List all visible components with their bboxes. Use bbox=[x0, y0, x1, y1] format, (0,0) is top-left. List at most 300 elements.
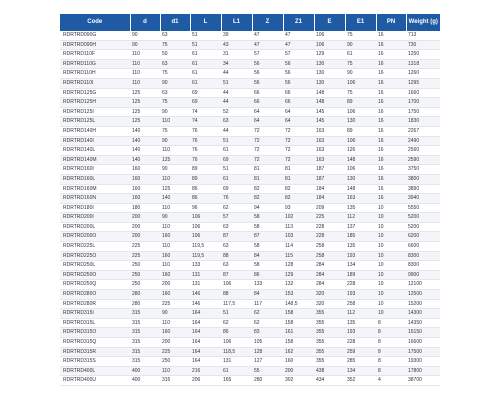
table-cell: 5200 bbox=[406, 222, 440, 232]
product-code-cell: RDRTRD315Q bbox=[60, 338, 130, 348]
table-cell: 2490 bbox=[406, 136, 440, 146]
table-cell: 115 bbox=[283, 251, 314, 261]
table-cell: 140 bbox=[130, 126, 160, 136]
table-cell: 82 bbox=[283, 194, 314, 204]
table-cell: 315 bbox=[130, 338, 160, 348]
table-cell: 2560 bbox=[406, 146, 440, 156]
table-cell: 61 bbox=[190, 59, 221, 69]
header-row bbox=[60, 14, 440, 31]
table-cell: 87 bbox=[252, 232, 283, 242]
table-cell: 62 bbox=[252, 318, 283, 328]
table-cell: 8 bbox=[376, 328, 406, 338]
table-cell: 44 bbox=[221, 69, 252, 79]
table-cell: 75 bbox=[160, 40, 190, 50]
table-cell: 51 bbox=[190, 31, 221, 40]
table-cell: 119,5 bbox=[190, 251, 221, 261]
table-cell: 148 bbox=[314, 88, 345, 98]
column-header: Code bbox=[60, 14, 130, 31]
table-cell: 1750 bbox=[406, 107, 440, 117]
product-code-cell: RDRTRD140I bbox=[60, 136, 130, 146]
table-cell: 130 bbox=[314, 69, 345, 79]
table-cell: 1260 bbox=[406, 69, 440, 79]
table-cell: 61 bbox=[190, 69, 221, 79]
table-cell: 75 bbox=[160, 126, 190, 136]
product-code-cell: RDRTRD110I bbox=[60, 78, 130, 88]
table-cell: 51 bbox=[221, 78, 252, 88]
product-code-cell: RDRTRD315S bbox=[60, 357, 130, 367]
table-cell: 66 bbox=[283, 98, 314, 108]
table-cell: 76 bbox=[190, 136, 221, 146]
table-cell: 90 bbox=[160, 136, 190, 146]
table-cell: 355 bbox=[314, 328, 345, 338]
table-cell: 3800 bbox=[406, 174, 440, 184]
table-cell: 250 bbox=[130, 261, 160, 271]
table-cell: 119,5 bbox=[190, 242, 221, 252]
table-cell: 16 bbox=[376, 69, 406, 79]
table-cell: 74 bbox=[190, 117, 221, 127]
table-cell: 84 bbox=[252, 290, 283, 300]
product-code-cell: RDRTRD110H bbox=[60, 69, 130, 79]
table-cell: 125 bbox=[160, 155, 190, 165]
table-cell: 146 bbox=[190, 299, 221, 309]
product-code-cell: RDRTRD400U bbox=[60, 376, 130, 386]
table-cell: 160 bbox=[160, 270, 190, 280]
table-cell: 72 bbox=[252, 155, 283, 165]
table-cell: 250 bbox=[130, 270, 160, 280]
table-cell: 320 bbox=[314, 299, 345, 309]
table-cell: 228 bbox=[345, 280, 376, 290]
product-code-cell: RDRTRD400L bbox=[60, 366, 130, 376]
table-cell: 280 bbox=[130, 290, 160, 300]
table-cell: 160 bbox=[160, 251, 190, 261]
table-cell: 193 bbox=[345, 328, 376, 338]
table-cell: 10 bbox=[376, 203, 406, 213]
column-header: Z1 bbox=[283, 14, 314, 31]
table-cell: 225 bbox=[160, 347, 190, 357]
table-cell: 61 bbox=[190, 78, 221, 88]
table-cell: 228 bbox=[314, 222, 345, 232]
table-cell: 163 bbox=[314, 146, 345, 156]
product-code-cell: RDRTRD140M bbox=[60, 155, 130, 165]
table-cell: 10 bbox=[376, 290, 406, 300]
table-cell: 93 bbox=[283, 203, 314, 213]
table-cell: 72 bbox=[252, 136, 283, 146]
table-cell: 16 bbox=[376, 165, 406, 175]
table-cell: 61 bbox=[345, 50, 376, 60]
table-cell: 106 bbox=[221, 338, 252, 348]
product-code-cell: RDRTRD125H bbox=[60, 98, 130, 108]
product-code-cell: RDRTRD200L bbox=[60, 222, 130, 232]
product-code-cell: RDRTRD225O bbox=[60, 251, 130, 261]
table-cell: 63 bbox=[160, 88, 190, 98]
table-cell: 315 bbox=[130, 328, 160, 338]
column-header: d bbox=[130, 14, 160, 31]
table-cell: 1660 bbox=[406, 88, 440, 98]
table-cell: 131 bbox=[190, 280, 221, 290]
product-code-cell: RDRTRD315O bbox=[60, 328, 130, 338]
table-cell: 125 bbox=[130, 117, 160, 127]
table-cell: 285 bbox=[345, 357, 376, 367]
table-cell: 56 bbox=[252, 59, 283, 69]
table-cell: 110 bbox=[160, 146, 190, 156]
table-cell: 134 bbox=[345, 366, 376, 376]
table-cell: 75 bbox=[160, 98, 190, 108]
table-cell: 10 bbox=[376, 242, 406, 252]
table-cell: 10 bbox=[376, 261, 406, 271]
table-cell: 189 bbox=[345, 270, 376, 280]
table-cell: 10 bbox=[376, 299, 406, 309]
table-cell: 16 bbox=[376, 155, 406, 165]
table-cell: 64 bbox=[283, 117, 314, 127]
table-cell: 165 bbox=[221, 376, 252, 386]
column-header: Weight (g) bbox=[406, 14, 440, 31]
table-cell: 58 bbox=[252, 261, 283, 271]
table-cell: 51 bbox=[190, 40, 221, 50]
product-code-cell: RDRTRD315R bbox=[60, 347, 130, 357]
table-cell: 200 bbox=[283, 366, 314, 376]
table-cell: 72 bbox=[283, 126, 314, 136]
table-cell: 160 bbox=[283, 357, 314, 367]
table-cell: 125 bbox=[130, 98, 160, 108]
table-cell: 200 bbox=[130, 222, 160, 232]
table-cell: 352 bbox=[345, 376, 376, 386]
table-cell: 160 bbox=[160, 232, 190, 242]
table-cell: 114 bbox=[283, 242, 314, 252]
table-cell: 1295 bbox=[406, 78, 440, 88]
table-cell: 12100 bbox=[406, 280, 440, 290]
table-cell: 51 bbox=[221, 136, 252, 146]
table-cell: 129 bbox=[283, 270, 314, 280]
table-cell: 164 bbox=[190, 357, 221, 367]
table-cell: 72 bbox=[283, 136, 314, 146]
table-cell: 17500 bbox=[406, 347, 440, 357]
table-cell: 2590 bbox=[406, 155, 440, 165]
table-cell: 39 bbox=[221, 31, 252, 40]
table-cell: 63 bbox=[221, 261, 252, 271]
table-cell: 113 bbox=[283, 222, 314, 232]
table-cell: 102 bbox=[283, 213, 314, 223]
table-cell: 132 bbox=[283, 280, 314, 290]
table-row bbox=[60, 174, 440, 184]
table-cell: 200 bbox=[160, 338, 190, 348]
table-cell: 148,5 bbox=[283, 299, 314, 309]
table-cell: 44 bbox=[221, 126, 252, 136]
table-cell: 10 bbox=[376, 309, 406, 319]
table-cell: 6200 bbox=[406, 232, 440, 242]
table-cell: 185 bbox=[345, 232, 376, 242]
table-cell: 10 bbox=[376, 213, 406, 223]
table-cell: 76 bbox=[190, 155, 221, 165]
table-cell: 355 bbox=[314, 347, 345, 357]
table-row bbox=[60, 328, 440, 338]
table-cell: 145 bbox=[314, 117, 345, 127]
table-row bbox=[60, 40, 440, 50]
table-cell: 10 bbox=[376, 251, 406, 261]
table-cell: 63 bbox=[221, 242, 252, 252]
column-header: Z bbox=[252, 14, 283, 31]
table-cell: 110 bbox=[160, 318, 190, 328]
table-cell: 69 bbox=[190, 98, 221, 108]
table-cell: 164 bbox=[190, 347, 221, 357]
table-cell: 10 bbox=[376, 222, 406, 232]
table-cell: 1700 bbox=[406, 98, 440, 108]
table-cell: 315 bbox=[130, 347, 160, 357]
table-cell: 225 bbox=[314, 213, 345, 223]
table-cell: 130 bbox=[314, 59, 345, 69]
product-code-cell: RDRTRD315L bbox=[60, 318, 130, 328]
table-cell: 89 bbox=[345, 126, 376, 136]
table-row bbox=[60, 50, 440, 60]
table-cell: 133 bbox=[252, 280, 283, 290]
table-cell: 90 bbox=[130, 40, 160, 50]
table-cell: 158 bbox=[283, 318, 314, 328]
table-cell: 163 bbox=[345, 194, 376, 204]
table-cell: 38700 bbox=[406, 376, 440, 386]
table-cell: 63 bbox=[221, 222, 252, 232]
table-cell: 90 bbox=[160, 165, 190, 175]
table-cell: 47 bbox=[252, 31, 283, 40]
table-cell: 110 bbox=[160, 117, 190, 127]
table-cell: 106 bbox=[314, 31, 345, 40]
table-cell: 16 bbox=[376, 88, 406, 98]
table-cell: 110 bbox=[160, 366, 190, 376]
table-cell: 148 bbox=[314, 98, 345, 108]
table-cell: 130 bbox=[345, 174, 376, 184]
table-row bbox=[60, 251, 440, 261]
table-cell: 131 bbox=[190, 270, 221, 280]
table-cell: 164 bbox=[190, 328, 221, 338]
table-cell: 12500 bbox=[406, 290, 440, 300]
table-cell: 16 bbox=[376, 117, 406, 127]
table-row bbox=[60, 69, 440, 79]
table-cell: 106 bbox=[314, 40, 345, 50]
table-cell: 106 bbox=[345, 107, 376, 117]
product-code-cell: RDRTRD090G bbox=[60, 31, 130, 40]
table-row bbox=[60, 366, 440, 376]
table-cell: 34 bbox=[221, 59, 252, 69]
table-cell: 61 bbox=[221, 146, 252, 156]
table-cell: 713 bbox=[406, 31, 440, 40]
table-cell: 146 bbox=[190, 290, 221, 300]
table-cell: 355 bbox=[314, 338, 345, 348]
table-cell: 112 bbox=[345, 213, 376, 223]
product-code-cell: RDRTRD250L bbox=[60, 261, 130, 271]
table-cell: 112 bbox=[345, 309, 376, 319]
table-cell: 16 bbox=[376, 31, 406, 40]
table-cell: 58 bbox=[252, 213, 283, 223]
table-cell: 82 bbox=[252, 194, 283, 204]
table-row bbox=[60, 376, 440, 386]
table-cell: 86 bbox=[252, 270, 283, 280]
table-row bbox=[60, 261, 440, 271]
table-cell: 75 bbox=[345, 59, 376, 69]
table-cell: 10 bbox=[376, 232, 406, 242]
table-cell: 62 bbox=[221, 203, 252, 213]
table-row bbox=[60, 31, 440, 40]
table-cell: 355 bbox=[314, 318, 345, 328]
table-row bbox=[60, 357, 440, 367]
table-row bbox=[60, 309, 440, 319]
table-cell: 76 bbox=[190, 126, 221, 136]
table-cell: 106 bbox=[190, 213, 221, 223]
table-cell: 160 bbox=[160, 328, 190, 338]
table-row bbox=[60, 146, 440, 156]
table-cell: 16 bbox=[376, 146, 406, 156]
table-cell: 43 bbox=[221, 40, 252, 50]
table-cell: 140 bbox=[130, 146, 160, 156]
table-cell: 3940 bbox=[406, 194, 440, 204]
table-cell: 72 bbox=[283, 146, 314, 156]
table-cell: 225 bbox=[160, 299, 190, 309]
table-cell: 140 bbox=[130, 136, 160, 146]
table-cell: 63 bbox=[160, 59, 190, 69]
table-cell: 209 bbox=[314, 203, 345, 213]
table-cell: 117 bbox=[252, 299, 283, 309]
table-cell: 206 bbox=[190, 376, 221, 386]
table-cell: 4 bbox=[376, 376, 406, 386]
table-cell: 47 bbox=[283, 31, 314, 40]
table-cell: 110 bbox=[160, 261, 190, 271]
table-cell: 81 bbox=[252, 174, 283, 184]
table-cell: 16 bbox=[376, 184, 406, 194]
table-row bbox=[60, 280, 440, 290]
table-cell: 5200 bbox=[406, 213, 440, 223]
table-cell: 72 bbox=[252, 146, 283, 156]
table-cell: 160 bbox=[130, 184, 160, 194]
table-row bbox=[60, 184, 440, 194]
product-code-cell: RDRTRD225L bbox=[60, 242, 130, 252]
table-cell: 160 bbox=[130, 165, 160, 175]
table-cell: 14300 bbox=[406, 309, 440, 319]
product-code-cell: RDRTRD180I bbox=[60, 203, 130, 213]
table-row bbox=[60, 290, 440, 300]
table-cell: 90 bbox=[160, 78, 190, 88]
table-cell: 50 bbox=[160, 50, 190, 60]
column-header: E bbox=[314, 14, 345, 31]
table-cell: 158 bbox=[283, 338, 314, 348]
product-code-cell: RDRTRD125L bbox=[60, 117, 130, 127]
table-cell: 164 bbox=[190, 318, 221, 328]
table-cell: 56 bbox=[252, 78, 283, 88]
table-cell: 86 bbox=[190, 194, 221, 204]
table-cell: 72 bbox=[252, 126, 283, 136]
table-cell: 228 bbox=[345, 338, 376, 348]
table-cell: 110 bbox=[130, 59, 160, 69]
table-cell: 58 bbox=[252, 222, 283, 232]
table-cell: 64 bbox=[252, 117, 283, 127]
table-cell: 130 bbox=[314, 78, 345, 88]
product-code-cell: RDRTRD110F bbox=[60, 50, 130, 60]
table-cell: 94 bbox=[252, 203, 283, 213]
table-cell: 400 bbox=[130, 366, 160, 376]
table-cell: 5550 bbox=[406, 203, 440, 213]
table-cell: 16 bbox=[376, 98, 406, 108]
table-cell: 56 bbox=[252, 69, 283, 79]
product-code-cell: RDRTRD160L bbox=[60, 174, 130, 184]
table-cell: 130 bbox=[345, 117, 376, 127]
table-cell: 434 bbox=[314, 376, 345, 386]
table-cell: 86 bbox=[190, 184, 221, 194]
spec-table-container bbox=[60, 14, 440, 386]
product-code-cell: RDRTRD160N bbox=[60, 194, 130, 204]
table-cell: 72 bbox=[283, 155, 314, 165]
table-cell: 86 bbox=[221, 328, 252, 338]
table-cell: 69 bbox=[221, 155, 252, 165]
table-cell: 110 bbox=[160, 242, 190, 252]
table-row bbox=[60, 59, 440, 69]
table-cell: 66 bbox=[252, 98, 283, 108]
table-cell: 84 bbox=[252, 251, 283, 261]
table-cell: 89 bbox=[190, 165, 221, 175]
table-cell: 81 bbox=[283, 165, 314, 175]
table-cell: 58 bbox=[252, 242, 283, 252]
table-cell: 216 bbox=[190, 366, 221, 376]
table-cell: 184 bbox=[314, 194, 345, 204]
table-cell: 16 bbox=[376, 174, 406, 184]
table-cell: 8 bbox=[376, 366, 406, 376]
table-cell: 66 bbox=[252, 88, 283, 98]
table-cell: 110 bbox=[130, 78, 160, 88]
table-cell: 730 bbox=[406, 40, 440, 50]
table-cell: 75 bbox=[160, 69, 190, 79]
product-code-cell: RDRTRD200I bbox=[60, 213, 130, 223]
table-cell: 16 bbox=[376, 136, 406, 146]
column-header: PN bbox=[376, 14, 406, 31]
product-code-cell: RDRTRD250O bbox=[60, 270, 130, 280]
table-cell: 164 bbox=[190, 338, 221, 348]
table-cell: 61 bbox=[190, 50, 221, 60]
table-cell: 88 bbox=[221, 251, 252, 261]
table-cell: 187 bbox=[314, 165, 345, 175]
table-cell: 16 bbox=[376, 107, 406, 117]
table-row bbox=[60, 232, 440, 242]
table-cell: 117,5 bbox=[221, 299, 252, 309]
table-cell: 163 bbox=[314, 155, 345, 165]
table-row bbox=[60, 203, 440, 213]
table-cell: 90 bbox=[160, 213, 190, 223]
table-cell: 148 bbox=[345, 184, 376, 194]
table-row bbox=[60, 270, 440, 280]
table-body bbox=[60, 31, 440, 385]
table-cell: 160 bbox=[160, 290, 190, 300]
table-cell: 82 bbox=[283, 184, 314, 194]
table-row bbox=[60, 222, 440, 232]
table-cell: 44 bbox=[221, 98, 252, 108]
table-cell: 320 bbox=[314, 290, 345, 300]
table-cell: 128 bbox=[252, 347, 283, 357]
table-cell: 140 bbox=[160, 194, 190, 204]
table-cell: 135 bbox=[345, 318, 376, 328]
product-code-cell: RDRTRD110G bbox=[60, 59, 130, 69]
table-cell: 258 bbox=[314, 242, 345, 252]
table-cell: 284 bbox=[314, 280, 345, 290]
table-cell: 90 bbox=[160, 309, 190, 319]
table-cell: 10 bbox=[376, 280, 406, 290]
table-cell: 81 bbox=[252, 165, 283, 175]
table-cell: 90 bbox=[130, 31, 160, 40]
table-cell: 225 bbox=[130, 251, 160, 261]
product-code-cell: RDRTRD125I bbox=[60, 107, 130, 117]
table-row bbox=[60, 155, 440, 165]
table-cell: 1318 bbox=[406, 59, 440, 69]
table-cell: 57 bbox=[221, 213, 252, 223]
table-cell: 355 bbox=[314, 357, 345, 367]
table-cell: 82 bbox=[252, 184, 283, 194]
table-cell: 162 bbox=[283, 347, 314, 357]
table-cell: 280 bbox=[130, 299, 160, 309]
table-cell: 75 bbox=[345, 88, 376, 98]
table-cell: 63 bbox=[160, 31, 190, 40]
